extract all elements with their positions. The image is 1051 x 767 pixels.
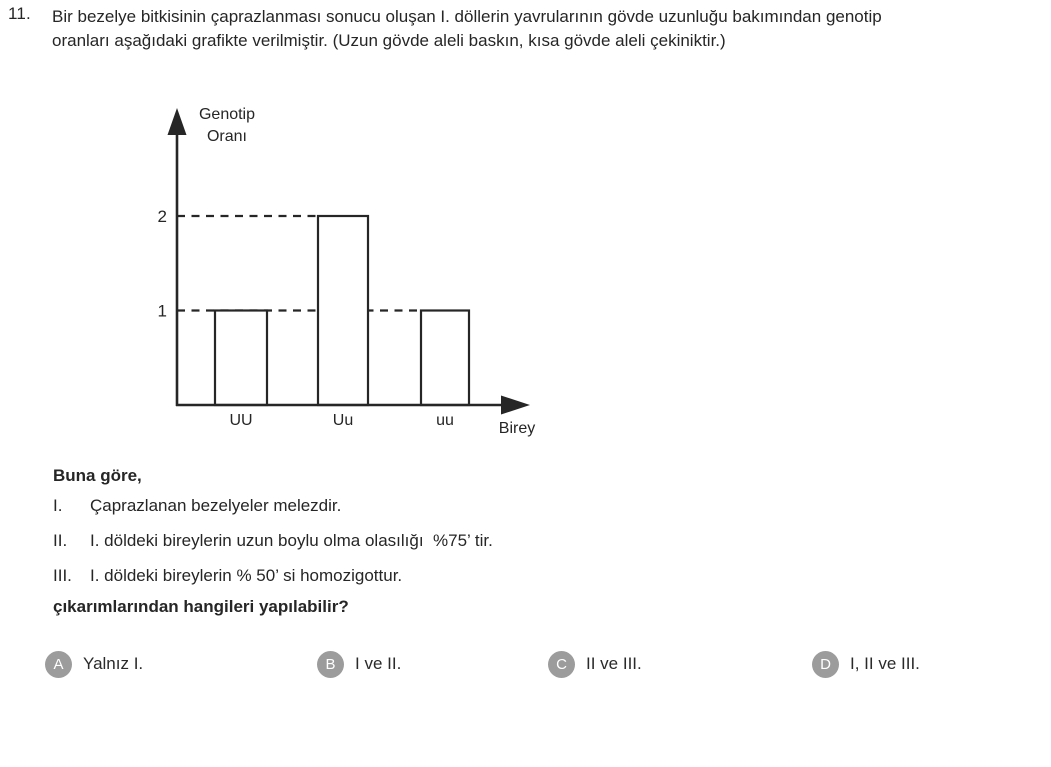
y-tick-label-2: 2 — [157, 207, 167, 226]
y-axis-title-line-2: Oranı — [206, 128, 248, 145]
question-text-line-2: oranları aşağıdaki grafikte verilmiştir. (Uzun gövde aleli baskın, kısa gövde aleli çekiniktir.) — [52, 30, 726, 50]
statement-numeral: III. — [53, 566, 72, 585]
statement-item-2 — [53, 531, 493, 551]
option-b-letter-badge: B — [317, 651, 344, 678]
question-text — [52, 5, 1012, 52]
x-category-label-Uu: Uu — [332, 412, 354, 429]
option-a-label: Yalnız I. — [83, 654, 144, 673]
x-axis-arrowhead — [501, 396, 530, 415]
bar-uu — [421, 311, 469, 406]
statement-item-1 — [53, 496, 341, 516]
option-c-letter-badge: C — [548, 651, 575, 678]
statement-item-3 — [53, 566, 402, 586]
x-axis-title: Birey — [498, 420, 536, 437]
question-text-line-1: Bir bezelye bitkisinin çaprazlanması sonucu oluşan I. döllerin yavrularının gövde uzunluğu bakımından genotip — [52, 7, 882, 26]
statement-text: I. döldeki bireylerin % 50’ si homozigottur. — [90, 566, 403, 585]
x-category-label-uu: uu — [436, 412, 454, 429]
genotype-ratio-chart — [130, 95, 570, 455]
bar-UU — [215, 311, 267, 406]
x-category-label-UU: UU — [229, 412, 253, 429]
statement-text: Çaprazlanan bezelyeler melezdir. — [90, 496, 342, 515]
genotype-ratio-chart-container — [130, 95, 570, 455]
bar-Uu — [318, 216, 368, 405]
option-d-letter-badge: D — [812, 651, 839, 678]
statement-numeral: I. — [53, 496, 63, 515]
option-b[interactable] — [317, 650, 401, 678]
question-number: 11. — [8, 4, 31, 23]
option-a[interactable] — [45, 650, 143, 678]
statement-numeral: II. — [53, 531, 68, 550]
option-c[interactable] — [548, 650, 642, 678]
y-axis-arrowhead — [168, 108, 187, 135]
statements-outro: çıkarımlarından hangileri yapılabilir? — [53, 597, 349, 616]
option-c-label: II ve III. — [586, 654, 642, 673]
option-d-label: I, II ve III. — [850, 654, 920, 673]
option-a-letter-badge: A — [45, 651, 72, 678]
statements-intro: Buna göre, — [53, 466, 142, 485]
option-d[interactable] — [812, 650, 920, 678]
y-tick-label-1: 1 — [157, 301, 167, 321]
option-b-label: I ve II. — [355, 654, 402, 673]
statement-text: I. döldeki bireylerin uzun boylu olma olasılığı %75’ tir. — [90, 531, 493, 550]
y-axis-title-line-1: Genotip — [198, 106, 256, 123]
